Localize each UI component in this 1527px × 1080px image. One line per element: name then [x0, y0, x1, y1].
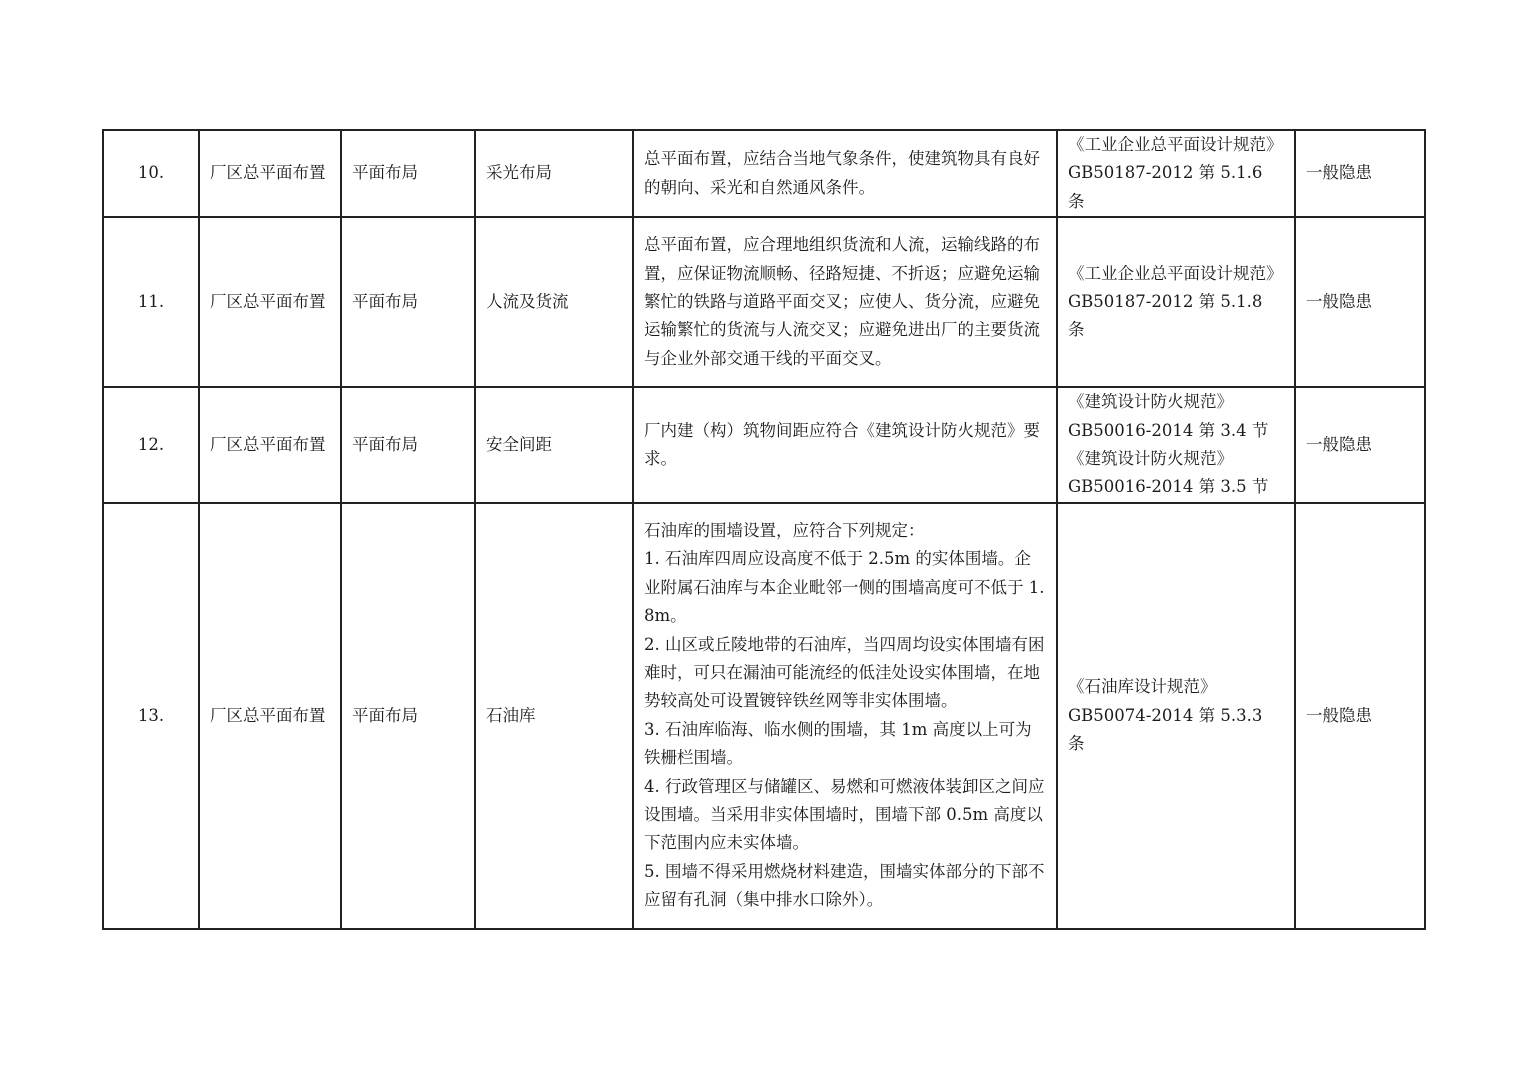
hazard-checklist-table — [102, 129, 1426, 930]
item-cell: 石油库 — [475, 503, 633, 929]
item-cell: 安全间距 — [475, 387, 633, 503]
requirement-clause: 1. 石油库四周应设高度不低于 2.5m 的实体围墙。企业附属石油库与本企业毗邻一侧的围墙高度可不低于 1.8m。 — [644, 549, 1045, 626]
hazard-level-cell: 一般隐患 — [1295, 217, 1425, 387]
area-cell: 厂区总平面布置 — [199, 503, 341, 929]
hazard-level-cell: 一般隐患 — [1295, 503, 1425, 929]
requirement-clause: 3. 石油库临海、临水侧的围墙，其 1m 高度以上可为铁栅栏围墙。 — [644, 719, 1032, 768]
requirement-cell — [633, 130, 1057, 217]
row-number-cell: 12. — [103, 387, 199, 503]
category-cell: 平面布局 — [341, 130, 475, 217]
basis-text: 《工业企业总平面设计规范》GB50187-2012 第 5.1.8 条 — [1068, 263, 1283, 340]
category-cell: 平面布局 — [341, 503, 475, 929]
basis-line: GB50016-2014 第 3.5 节 — [1068, 477, 1269, 497]
row-number-cell: 13. — [103, 503, 199, 929]
requirement-cell — [633, 503, 1057, 929]
requirement-cell — [633, 217, 1057, 387]
item-cell: 采光布局 — [475, 130, 633, 217]
requirement-cell — [633, 387, 1057, 503]
hazard-level-cell: 一般隐患 — [1295, 130, 1425, 217]
requirement-text: 厂内建（构）筑物间距应符合《建筑设计防火规范》要求。 — [644, 420, 1040, 469]
requirement-clause: 2. 山区或丘陵地带的石油库，当四周均设实体围墙有困难时，可只在漏油可能流经的低洼处设实体围墙，在地势较高处可设置镀锌铁丝网等非实体围墙。 — [644, 634, 1045, 711]
basis-cell — [1057, 387, 1295, 503]
basis-cell — [1057, 217, 1295, 387]
requirement-clause: 4. 行政管理区与储罐区、易燃和可燃液体装卸区之间应设围墙。当采用非实体围墙时，围墙下部 0.5m 高度以下范围内应未实体墙。 — [644, 776, 1045, 853]
basis-line: 《建筑设计防火规范》 — [1068, 449, 1233, 469]
basis-cell — [1057, 130, 1295, 217]
item-cell: 人流及货流 — [475, 217, 633, 387]
table-row — [103, 217, 1425, 387]
basis-cell — [1057, 503, 1295, 929]
category-cell: 平面布局 — [341, 217, 475, 387]
basis-line: 《建筑设计防火规范》 — [1068, 392, 1233, 412]
area-cell: 厂区总平面布置 — [199, 130, 341, 217]
area-cell: 厂区总平面布置 — [199, 387, 341, 503]
table-row — [103, 387, 1425, 503]
area-cell: 厂区总平面布置 — [199, 217, 341, 387]
table-row — [103, 130, 1425, 217]
basis-line: 《石油库设计规范》 — [1068, 677, 1217, 697]
requirement-intro: 石油库的围墙设置，应符合下列规定： — [644, 521, 925, 540]
row-number-cell: 11. — [103, 217, 199, 387]
hazard-level-cell: 一般隐患 — [1295, 387, 1425, 503]
requirement-text: 总平面布置，应合理地组织货流和人流，运输线路的布置，应保证物流顺畅、径路短捷、不折返；应避免运输繁忙的铁路与道路平面交叉；应使人、货分流，应避免运输繁忙的货流与人流交叉；应避免进出厂的主要货流与企业外部交通干线的平面交叉。 — [644, 235, 1040, 368]
basis-text: 《工业企业总平面设计规范》GB50187-2012 第 5.1.6 条 — [1068, 135, 1283, 211]
row-number-cell: 10. — [103, 130, 199, 217]
requirement-text: 总平面布置，应结合当地气象条件，使建筑物具有良好的朝向、采光和自然通风条件。 — [644, 149, 1040, 197]
requirement-clause: 5. 围墙不得采用燃烧材料建造，围墙实体部分的下部不应留有孔洞（集中排水口除外）。 — [644, 861, 1045, 910]
category-cell: 平面布局 — [341, 387, 475, 503]
table-row — [103, 503, 1425, 929]
basis-line: GB50016-2014 第 3.4 节 — [1068, 420, 1269, 440]
basis-line: GB50074-2014 第 5.3.3 条 — [1068, 705, 1263, 754]
